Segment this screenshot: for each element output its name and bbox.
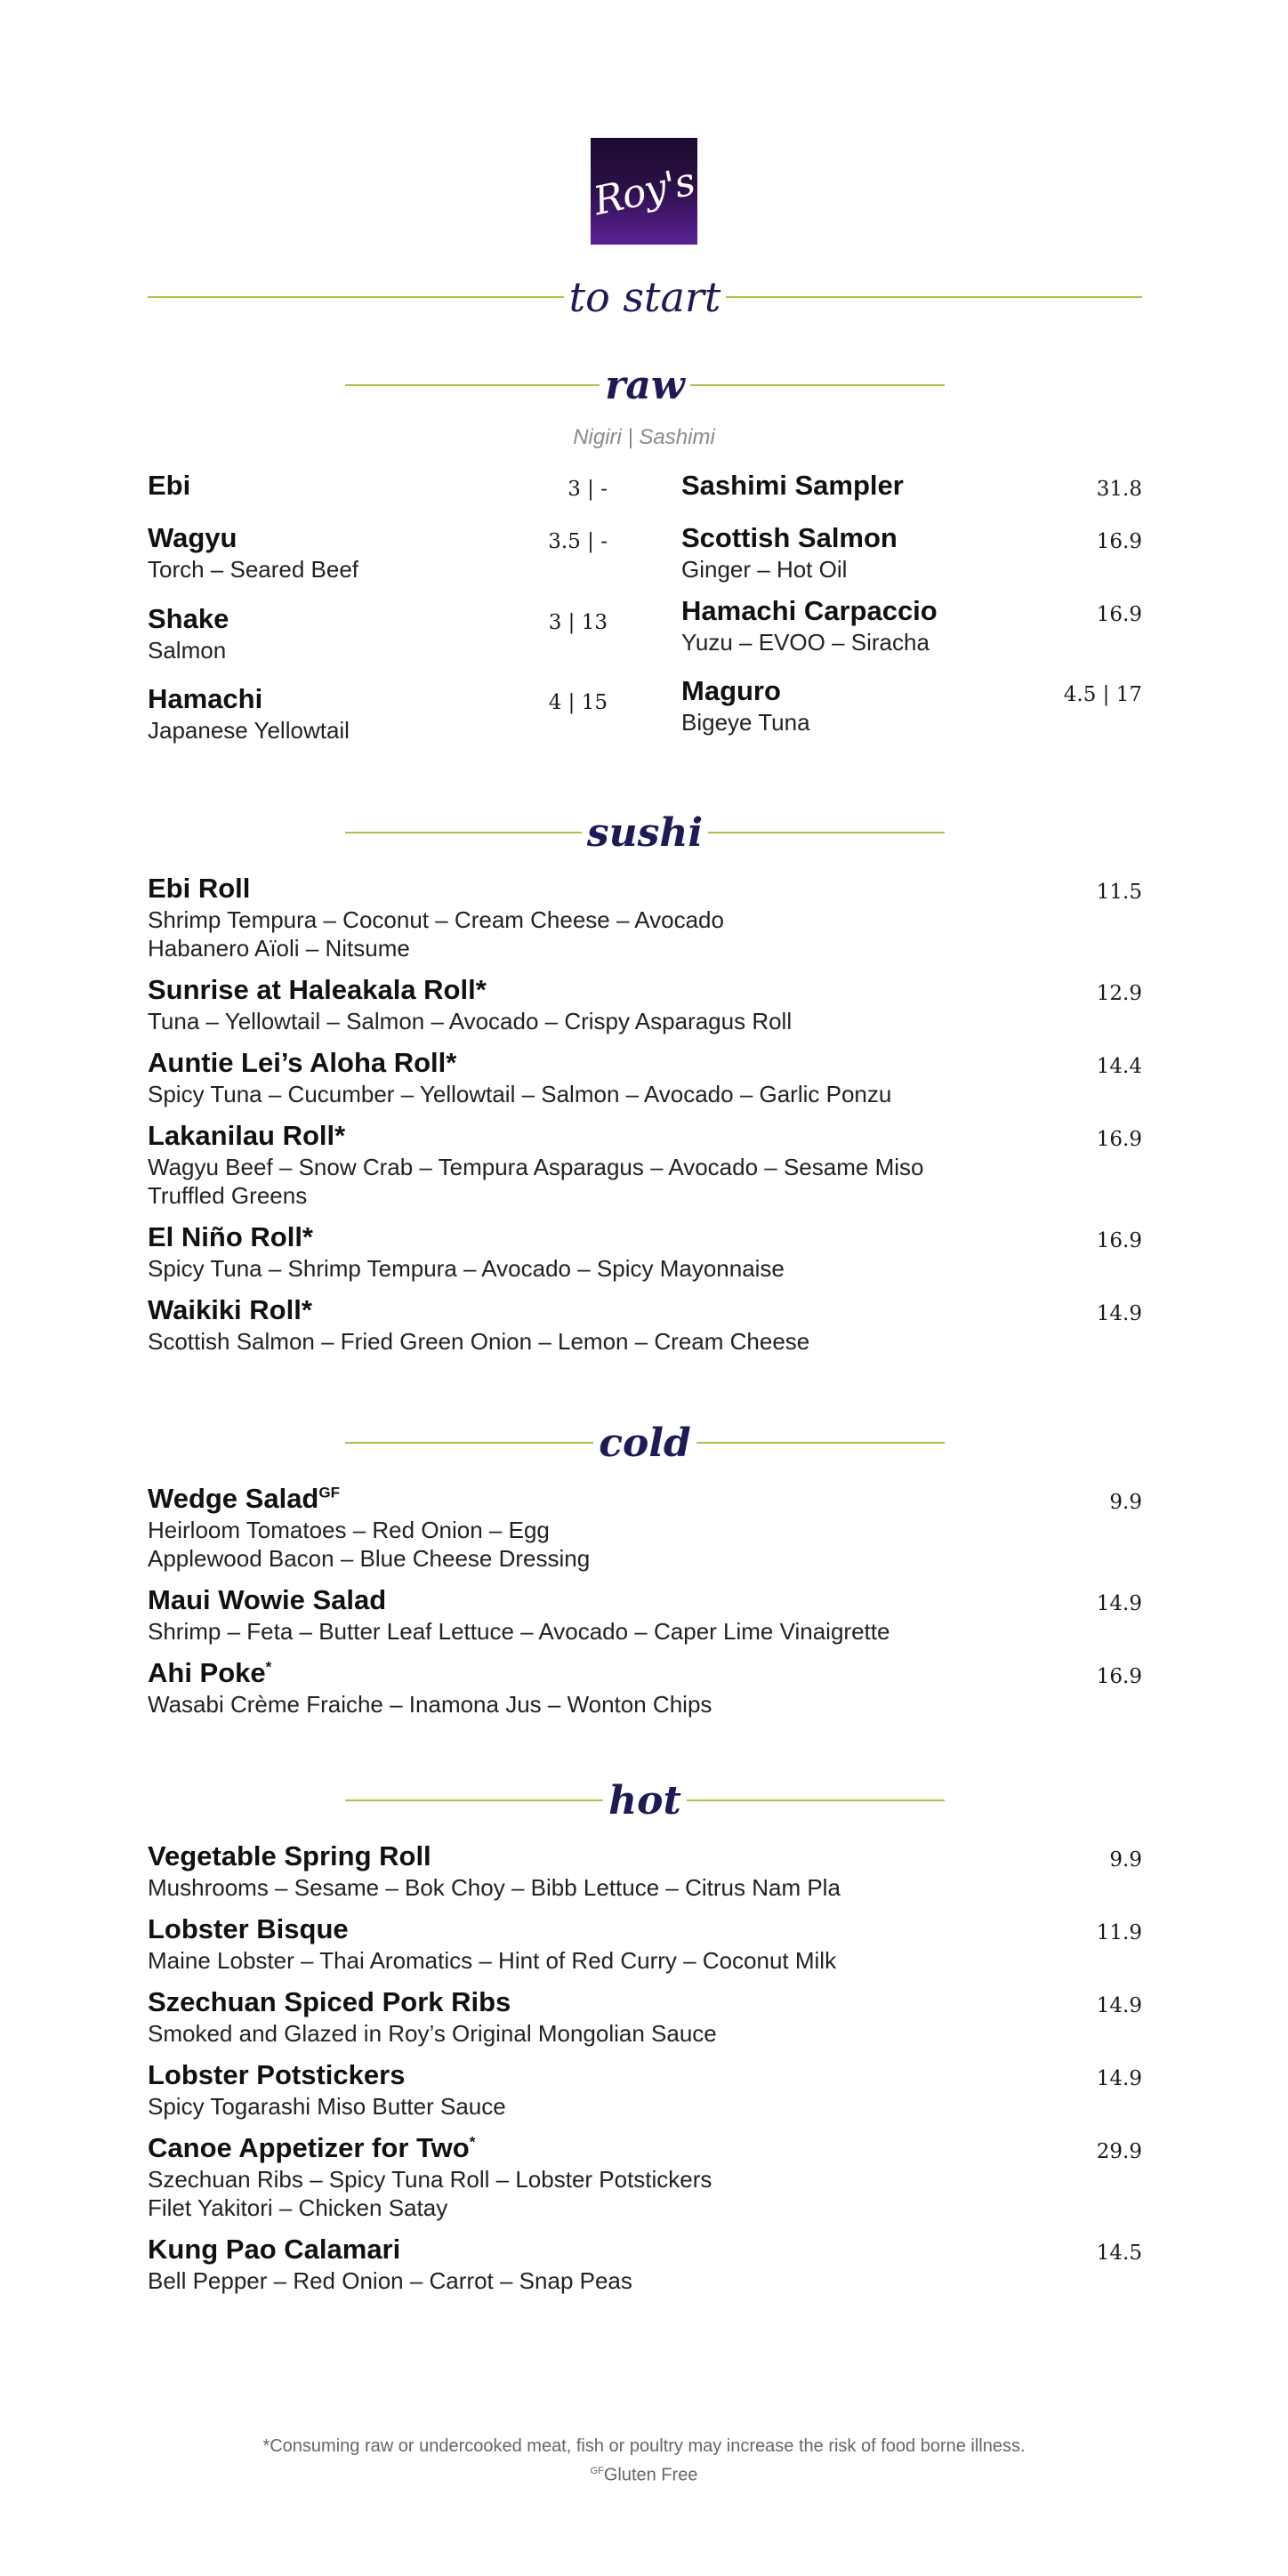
item-name: Sashimi Sampler	[681, 470, 904, 501]
item-description: Truffled Greens	[148, 1182, 308, 1209]
menu-item	[148, 1912, 836, 1975]
menu-item	[148, 1119, 923, 1210]
item-name: Canoe Appetizer for Two*	[148, 2132, 476, 2163]
item-price: 16.9	[1096, 1229, 1142, 1252]
item-name: Kung Pao Calamari	[148, 2234, 401, 2265]
item-price: 3 | 13	[548, 611, 608, 634]
item-name: Wedge Salad$^{GF}$	[148, 1483, 340, 1514]
heading-raw-title: raw	[605, 362, 685, 408]
item-description: Smoked and Glazed in Roy’s Original Mongolian Sauce	[148, 2020, 717, 2047]
item-description: Spicy Togarashi Miso Butter Sauce	[148, 2093, 506, 2120]
item-description: Tuna – Yellowtail – Salmon – Avocado – Crispy Asparagus Roll	[148, 1008, 793, 1034]
item-description: Mushrooms – Sesame – Bok Choy – Bibb Lettuce – Citrus Nam Pla	[148, 1874, 841, 1901]
heading-sushi	[345, 806, 945, 859]
footer-disclaimer: *Consuming raw or undercooked meat, fish or poultry may increase the risk of food borne illness.	[262, 2436, 1026, 2456]
raw-subtitle: Nigiri | Sashimi	[573, 425, 715, 449]
item-price: 11.9	[1096, 1921, 1142, 1944]
item-name: Scottish Salmon	[681, 522, 898, 553]
divider-line	[690, 384, 945, 386]
item-name: Vegetable Spring Roll	[148, 1840, 431, 1872]
menu-item	[148, 1985, 717, 2048]
menu-item	[148, 872, 724, 962]
item-description: Wagyu Beef – Snow Crab – Tempura Asparagus – Avocado – Sesame Miso	[148, 1154, 924, 1180]
item-name: El Niño Roll*	[148, 1221, 313, 1252]
item-price: 11.5	[1096, 881, 1142, 904]
divider-line	[148, 296, 564, 298]
item-description: Habanero Aïoli – Nitsume	[148, 935, 410, 962]
menu-item	[681, 674, 810, 737]
menu-item	[148, 521, 358, 584]
menu-item	[148, 2131, 712, 2222]
item-description: Wasabi Crème Fraiche – Inamona Jus – Wonton Chips	[148, 1691, 712, 1718]
item-description: Filet Yakitori – Chicken Satay	[148, 2194, 448, 2221]
raw-warning-mark: *	[469, 2133, 476, 2151]
item-description: Maine Lobster – Thai Aromatics – Hint of Red Curry – Coconut Milk	[148, 1947, 837, 1974]
raw-warning-mark: *	[265, 1658, 272, 1676]
divider-line	[696, 1442, 945, 1444]
item-description: Scottish Salmon – Fried Green Onion – Lemon – Cream Cheese	[148, 1328, 810, 1355]
heading-cold	[345, 1416, 945, 1469]
item-price: 9.9	[1109, 1848, 1142, 1872]
item-description: Shrimp – Feta – Butter Leaf Lettuce – Avocado – Caper Lime Vinaigrette	[148, 1618, 890, 1645]
menu-item	[148, 1656, 712, 1719]
item-name: Ebi	[148, 470, 191, 501]
item-price: 14.5	[1096, 2242, 1142, 2265]
item-name: Ahi Poke*	[148, 1657, 272, 1688]
item-name: Waikiki Roll*	[148, 1294, 312, 1325]
heading-hot	[345, 1774, 945, 1827]
item-price: 16.9	[1096, 530, 1142, 553]
item-description: Bigeye Tuna	[681, 709, 810, 736]
item-name: Shake	[148, 603, 229, 634]
item-description: Torch – Seared Beef	[148, 556, 359, 583]
menu-item	[148, 1482, 590, 1573]
menu-item	[148, 602, 229, 664]
item-name: Auntie Lei’s Aloha Roll*	[148, 1047, 457, 1078]
item-name: Szechuan Spiced Pork Ribs	[148, 1986, 511, 2017]
item-description: Spicy Tuna – Shrimp Tempura – Avocado – Spicy Mayonnaise	[148, 1255, 785, 1282]
item-name: Maguro	[681, 675, 781, 706]
heading-cold-title: cold	[599, 1420, 691, 1466]
menu-item	[148, 2058, 506, 2121]
item-description: Yuzu – EVOO – Siracha	[681, 629, 930, 656]
menu-item	[148, 1046, 891, 1108]
item-price: 3 | -	[568, 478, 608, 501]
item-description: Japanese Yellowtail	[148, 717, 350, 744]
menu-item	[148, 2233, 632, 2295]
item-name: Ebi Roll	[148, 873, 251, 904]
item-description: Bell Pepper – Red Onion – Carrot – Snap Peas	[148, 2267, 632, 2294]
item-name: Lobster Bisque	[148, 1913, 349, 1944]
roys-logo	[591, 138, 697, 245]
menu-item	[681, 469, 904, 503]
item-description: Szechuan Ribs – Spicy Tuna Roll – Lobster Potstickers	[148, 2166, 712, 2193]
item-name: Hamachi	[148, 683, 263, 714]
item-price: 14.4	[1096, 1055, 1142, 1078]
item-description: Heirloom Tomatoes – Red Onion – Egg	[148, 1517, 550, 1543]
divider-line	[345, 384, 600, 386]
item-description: Ginger – Hot Oil	[681, 556, 848, 583]
divider-line	[345, 1442, 593, 1444]
divider-line	[726, 296, 1142, 298]
item-price: 16.9	[1096, 603, 1142, 626]
menu-item	[681, 594, 938, 656]
menu-item	[148, 973, 792, 1035]
item-description: Spicy Tuna – Cucumber – Yellowtail – Salmon – Avocado – Garlic Ponzu	[148, 1081, 892, 1107]
item-price: 31.8	[1096, 478, 1142, 501]
menu-item	[148, 469, 190, 503]
item-name: Wagyu	[148, 522, 237, 553]
item-price: 9.9	[1109, 1491, 1142, 1514]
item-description: Salmon	[148, 637, 227, 664]
item-price: 12.9	[1096, 982, 1142, 1005]
divider-line	[345, 1799, 603, 1801]
divider-line	[687, 1799, 945, 1801]
item-price: 14.9	[1096, 1994, 1142, 2017]
menu-item	[148, 1220, 785, 1283]
heading-sushi-title: sushi	[586, 809, 704, 856]
menu-item	[148, 1839, 841, 1902]
item-price: 14.9	[1096, 2067, 1142, 2090]
item-name: Maui Wowie Salad	[148, 1584, 387, 1615]
item-price: 4.5 | 17	[1063, 683, 1142, 706]
menu-item	[148, 1293, 809, 1356]
item-description: Shrimp Tempura – Coconut – Cream Cheese – Avocado	[148, 906, 724, 933]
gluten-free-mark: GF	[318, 1484, 340, 1501]
menu-item	[148, 1583, 890, 1646]
item-price: 14.9	[1096, 1592, 1142, 1615]
section-title: to start	[568, 273, 721, 321]
footer-gluten-free: $^{GF}$Gluten Free	[590, 2465, 698, 2485]
heading-raw	[345, 358, 945, 412]
gf-mark: GF	[590, 2466, 604, 2476]
item-price: 4 | 15	[548, 691, 608, 714]
item-price: 16.9	[1096, 1665, 1142, 1688]
item-price: 3.5 | -	[548, 530, 608, 553]
item-price: 29.9	[1096, 2140, 1142, 2163]
item-name: Hamachi Carpaccio	[681, 595, 938, 626]
heading-hot-title: hot	[608, 1777, 681, 1823]
menu-item	[148, 682, 350, 745]
item-description: Applewood Bacon – Blue Cheese Dressing	[148, 1545, 591, 1572]
divider-line	[345, 832, 582, 833]
section-heading-to-start	[148, 270, 1142, 324]
logo-wordmark: Roy's	[589, 158, 699, 224]
item-price: 14.9	[1096, 1302, 1142, 1325]
item-name: Lakanilau Roll*	[148, 1120, 346, 1151]
divider-line	[708, 832, 945, 833]
item-name: Sunrise at Haleakala Roll*	[148, 974, 487, 1005]
item-name: Lobster Potstickers	[148, 2059, 406, 2090]
menu-item	[681, 521, 898, 584]
item-price: 16.9	[1096, 1128, 1142, 1151]
